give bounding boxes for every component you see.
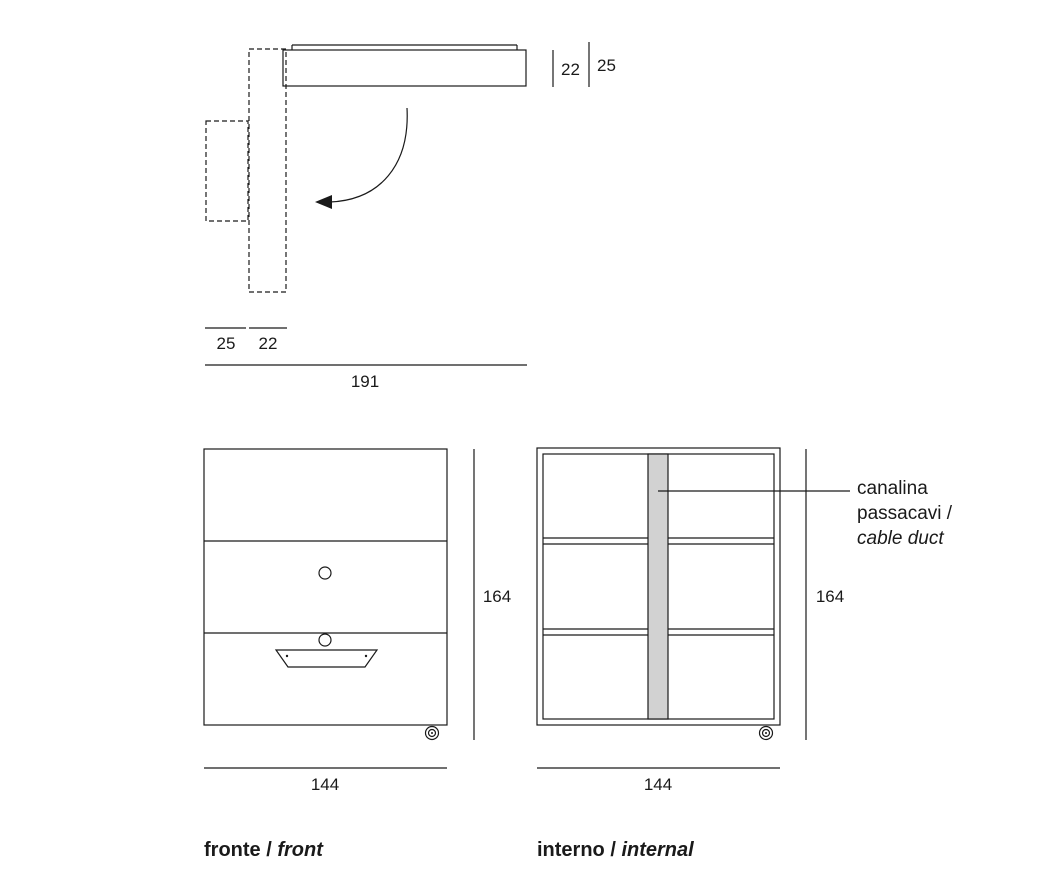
internal-view (537, 448, 850, 768)
internal-caption: interno / internal (537, 839, 694, 861)
front-cabinet-outline (204, 449, 447, 725)
dim-front-height: 164 (482, 587, 512, 606)
dim-top-depth-25: 25 (597, 56, 616, 75)
dim-total-width-191: 191 (350, 372, 380, 391)
front-view (204, 449, 474, 768)
callout-line-3: cable duct (857, 528, 944, 549)
dim-front-width: 144 (310, 775, 340, 794)
cable-duct (648, 454, 668, 719)
dim-bottom-22: 22 (258, 334, 278, 353)
rotation-arrow (330, 108, 407, 202)
top-view (205, 42, 589, 365)
top-panel-closed (283, 50, 526, 86)
rotation-arrowhead (315, 195, 332, 209)
callout-line-2: passacavi / (857, 503, 953, 524)
internal-caster (760, 727, 773, 740)
front-caption: fronte / front (204, 839, 323, 861)
front-lock-1 (319, 567, 331, 579)
dim-internal-height: 164 (815, 587, 845, 606)
callout-line-1: canalina (857, 478, 928, 499)
front-lock-2 (319, 634, 331, 646)
top-panel-rotated-dashed (249, 49, 286, 292)
dim-internal-width: 144 (643, 775, 673, 794)
front-caster (426, 727, 439, 740)
top-door-rotated-dashed (206, 121, 248, 221)
front-handle (276, 650, 377, 667)
dim-bottom-25: 25 (216, 334, 236, 353)
dim-top-depth-22: 22 (561, 60, 580, 79)
